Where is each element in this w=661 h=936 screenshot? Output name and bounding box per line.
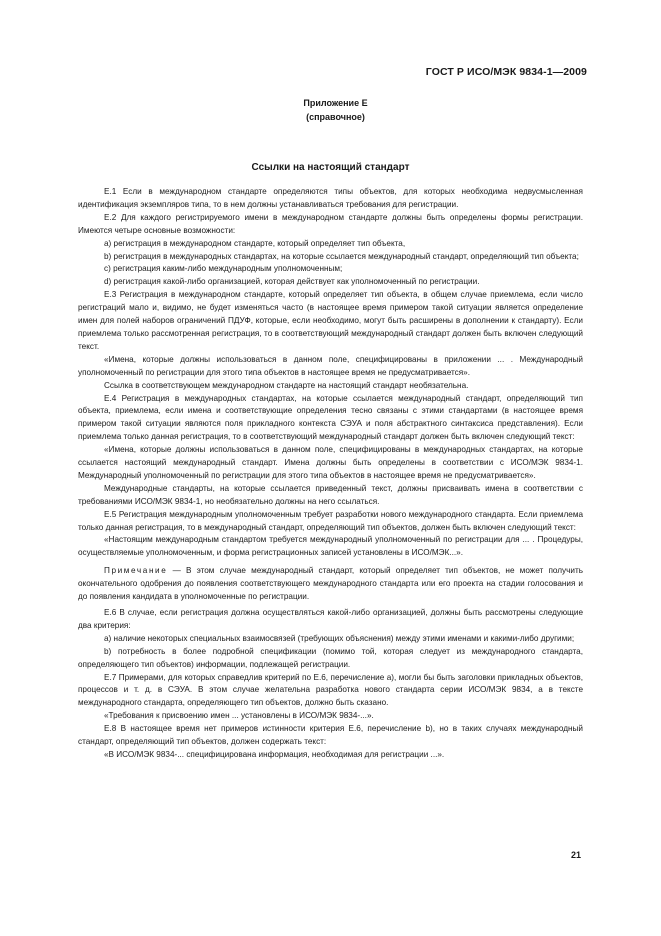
note-label: Примечание: [104, 566, 168, 576]
paragraph-e3-reference: Ссылка в соответствующем международном стандарте на настоящий стандарт необязательна.: [104, 380, 469, 390]
paragraph-e4-note: Международные стандарты, на которые ссылается приведенный текст, должны присваивать имена в соответствии с требованиями ИСО/МЭК 9834-1, но необязательно должны на него ссылаться.: [78, 483, 583, 506]
paragraph-e3: Е.3 Регистрация в международном стандарте, который определяет тип объекта, в общем случае приемлема, если число регистраций мало и, видимо, не будет изменяться часто (в настоящее время примером такой ситуации является определение имен для полей наборов ограничений ПДУФ, которые, если необходимо, могут быть расширены в дополнении к стандарту). Если приемлема только рассмотренная регистрация, то в соответствующий международный стандарт должен быть включен следующий текст.: [78, 290, 583, 351]
paragraph-e7: Е.7 Примерами, для которых справедлив критерий по Е.6, перечисление а), могли бы быть заголовки прикладных объектов, процессов и т. д. в СЭУА. В этом случае желательна разработка нового стандарта серии ИСО/МЭК 9834, а в тексте международного стандарта, определяющего тип объектов, должно быть сказано.: [78, 672, 583, 708]
document-body: [78, 186, 583, 762]
quote-e3: «Имена, которые должны использоваться в данном поле, специфицированы в приложении ... . Международный уполномоченный по регистрации для этого типа объектов в настоящее время не предусматривается».: [78, 354, 583, 377]
paragraph-e6: Е.6 В случае, если регистрация должна осуществляться какой-либо организацией, должны быть рассмотрены следующие два критерия:: [78, 608, 583, 630]
annex-type: (справочное): [306, 112, 365, 122]
quote-e4: «Имена, которые должны использоваться в данном поле, специфицированы в международных стандартах, на которые ссылается настоящий международный стандарт. Имена должны быть определены в соответствии с ИСО/МЭК 9834-1. Международный уполномоченный по регистрации для этого типа объектов в настоящее время не предусматривается».: [78, 445, 583, 480]
paragraph-e1: Е.1 Если в международном стандарте определяются типы объектов, для которых необходима недвусмысленная идентификация экземпляров типа, то в нем должны устанавливаться требования для регистрации.: [78, 187, 583, 209]
paragraph-e5: Е.5 Регистрация международным уполномоченным требует разработки нового международного стандарта. Если приемлема только данная регистрация, то в международный стандарт, определяющий тип объектов, должен быть включен следующий текст:: [78, 509, 583, 532]
quote-e8: «В ИСО/МЭК 9834-... специфицирована информация, необходимая для регистрации ...».: [104, 749, 445, 759]
note-block: [78, 565, 583, 604]
annex-heading: [0, 96, 661, 124]
list-item-b: b) регистрация в международных стандартах, на которые ссылается международный стандарт, определяющий тип объекта;: [104, 251, 579, 261]
page-number: 21: [570, 850, 581, 860]
list-item-c: c) регистрация каким-либо международным уполномоченным;: [104, 264, 343, 274]
paragraph-e2: Е.2 Для каждого регистрируемого имени в международном стандарте должны быть определены формы регистрации. Имеются четыре основные возможности:: [78, 212, 583, 235]
section-title: Ссылки на настоящий стандарт: [251, 162, 410, 173]
list-item-a: a) регистрация в международном стандарте, который определяет тип объекта,: [104, 238, 406, 248]
quote-e7: «Требования к присвоению имен ... установлены в ИСО/МЭК 9834-...».: [104, 711, 374, 721]
criterion-b: b) потребность в более подробной спецификации (помимо той, которая следует из международного стандарта, определяющего тип объектов) информации, подлежащей регистрации.: [78, 646, 583, 669]
quote-e5: «Настоящим международным стандартом требуется международный уполномоченный по регистрации для ... . Процедуры, осуществляемые уполномоченным, и форма регистрационных записей установлены в ИСО/МЭК...».: [78, 535, 583, 558]
annex-label: Приложение Е: [303, 98, 368, 108]
paragraph-e8: Е.8 В настоящее время нет примеров истинности критерия Е.6, перечисление b), но в таких случаях международный стандарт, определяющий тип объектов, должен содержать текст:: [78, 724, 583, 747]
paragraph-e4: Е.4 Регистрация в международных стандартах, на которые ссылается международный стандарт, определяющий тип объекта, приемлема, если имена и соответствующие определения тесно связаны с этими стандартами (в настоящее время примером такой ситуации являются поля прикладного контекста СЭУА и поля абстрактного синтаксиса представления). Если приемлема только данная регистрация, то в соответствующий международный стандарт должен быть включен следующий текст:: [78, 393, 583, 442]
list-item-d: d) регистрация какой-либо организацией, которая действует как уполномоченный по регистрации.: [104, 277, 480, 287]
criterion-a: a) наличие некоторых специальных взаимосвязей (требующих объяснения) между этими именами и какими-либо другими;: [104, 633, 575, 643]
document-header: ГОСТ Р ИСО/МЭК 9834-1—2009: [425, 66, 587, 78]
note-text: — В этом случае международный стандарт, который определяет тип объектов, не может получить окончательного одобрения до появления соответствующего международного стандарта или его проекта на стадии голосования и до появления кандидата в уполномоченные по регистрации.: [78, 566, 583, 602]
